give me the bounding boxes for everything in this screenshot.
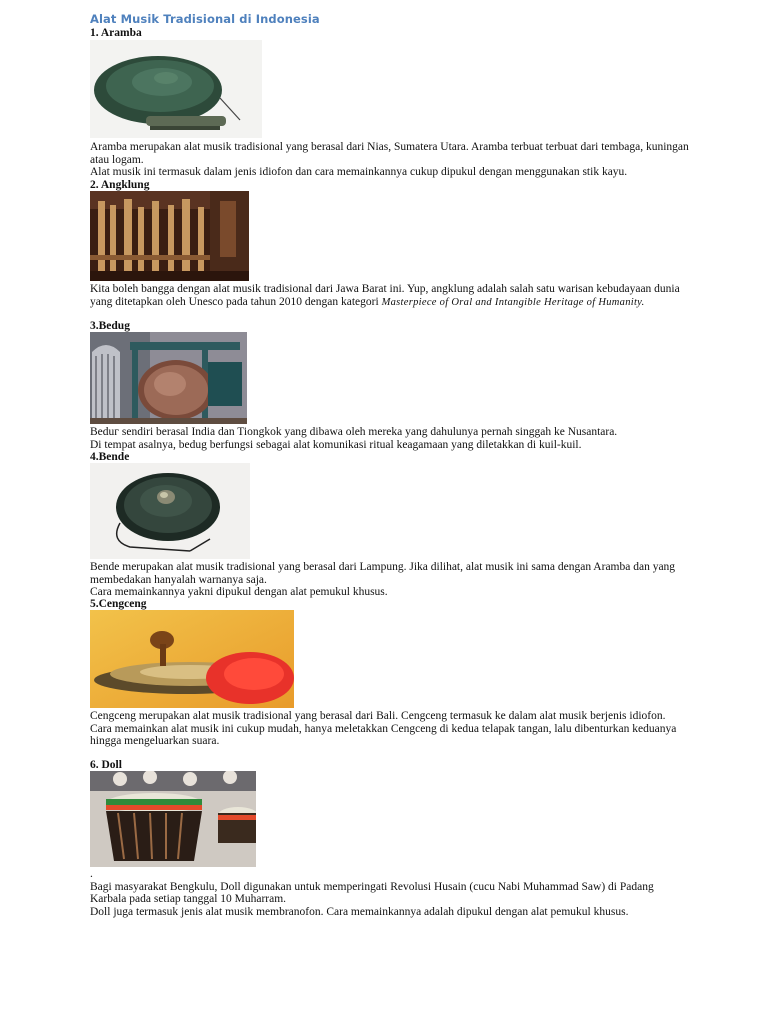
bedug-paragraph-1: Beduг sendiri berasal India dan Tiongkok yang dibawa oleh mereka yang dahulunya pernah singgah ke Nusantara.: [90, 426, 618, 438]
doll-photo: [90, 771, 256, 867]
angklung-paragraph-1-text: Kita boleh bangga dengan alat musik tradisional dari Jawa Barat ini. Yup, angklung adalah salah satu warisan kebudayaan dunia yang ditetapkan oleh Unesco pada tahun 2010 dengan kategori: [90, 283, 680, 308]
cengceng-paragraph-2: Cara memainkan alat musik ini cukup mudah, hanya meletakkan Cengceng di kedua telapak tangan, lalu dibenturkan keduanya hingga mengeluarkan suara.: [90, 722, 677, 747]
bedug-photo: [90, 332, 247, 424]
heading-cengceng: 5.Cengceng: [90, 598, 147, 610]
bende-text: [90, 561, 690, 599]
doll-dot: .: [90, 868, 93, 880]
heading-angklung: 2. Angklung: [90, 179, 150, 191]
angklung-text: [90, 283, 690, 309]
cengceng-text: [90, 710, 690, 748]
aramba-paragraph-2: Alat musik ini termasuk dalam jenis idiofon dan cara memainkannya cukup dipukul dengan menggunakan stik kayu.: [90, 166, 628, 178]
doll-paragraph-1: Bagi masyarakat Bengkulu, Doll digunakan untuk memperingati Revolusi Husain (cucu Nabi Muhammad Saw) di Padang Karbala pada setiap tanggal 10 Muharram.: [90, 880, 654, 905]
bende-paragraph-1: Bende merupakan alat musik tradisional yang berasal dari Lampung. Jika dilihat, alat musik ini sama dengan Aramba dan yang membedakan hanyalah warnanya saja.: [90, 561, 676, 586]
heading-bende: 4.Bende: [90, 451, 130, 463]
doll-text: [90, 868, 690, 918]
bende-photo: [90, 463, 250, 559]
bedug-text: [90, 426, 690, 451]
aramba-text: [90, 141, 690, 179]
heading-doll: 6. Doll: [90, 759, 122, 771]
cengceng-paragraph-1: Cengceng merupakan alat musik tradisional yang berasal dari Bali. Cengceng termasuk ke dalam alat musik berjenis idiofon.: [90, 710, 666, 722]
angklung-photo: [90, 191, 249, 281]
angklung-unesco-category: Masterpiece of Oral and Intangible Heritage of Humanity.: [381, 296, 645, 308]
cengceng-photo: [90, 610, 294, 708]
angklung-paragraph-1: [90, 283, 690, 309]
bende-paragraph-2: Cara memainkannya yakni dipukul dengan alat pemukul khusus.: [90, 586, 388, 598]
aramba-photo: [90, 40, 262, 138]
heading-aramba: 1. Aramba: [90, 27, 142, 39]
aramba-paragraph-1: Aramba merupakan alat musik tradisional yang berasal dari Nias, Sumatera Utara. Aramba terbuat terbuat dari tembaga, kuningan atau logam.: [90, 141, 689, 166]
doll-paragraph-2: Doll juga termasuk jenis alat musik membranofon. Cara memainkannya adalah dipukul dengan alat pemukul khusus.: [90, 905, 629, 918]
heading-bedug: 3.Bedug: [90, 320, 130, 332]
document-title: Alat Musik Tradisional di Indonesia: [90, 12, 320, 26]
bedug-paragraph-2: Di tempat asalnya, bedug berfungsi sebagai alat komunikasi ritual keagamaan yang diletakkan di kuil-kuil.: [90, 438, 582, 451]
